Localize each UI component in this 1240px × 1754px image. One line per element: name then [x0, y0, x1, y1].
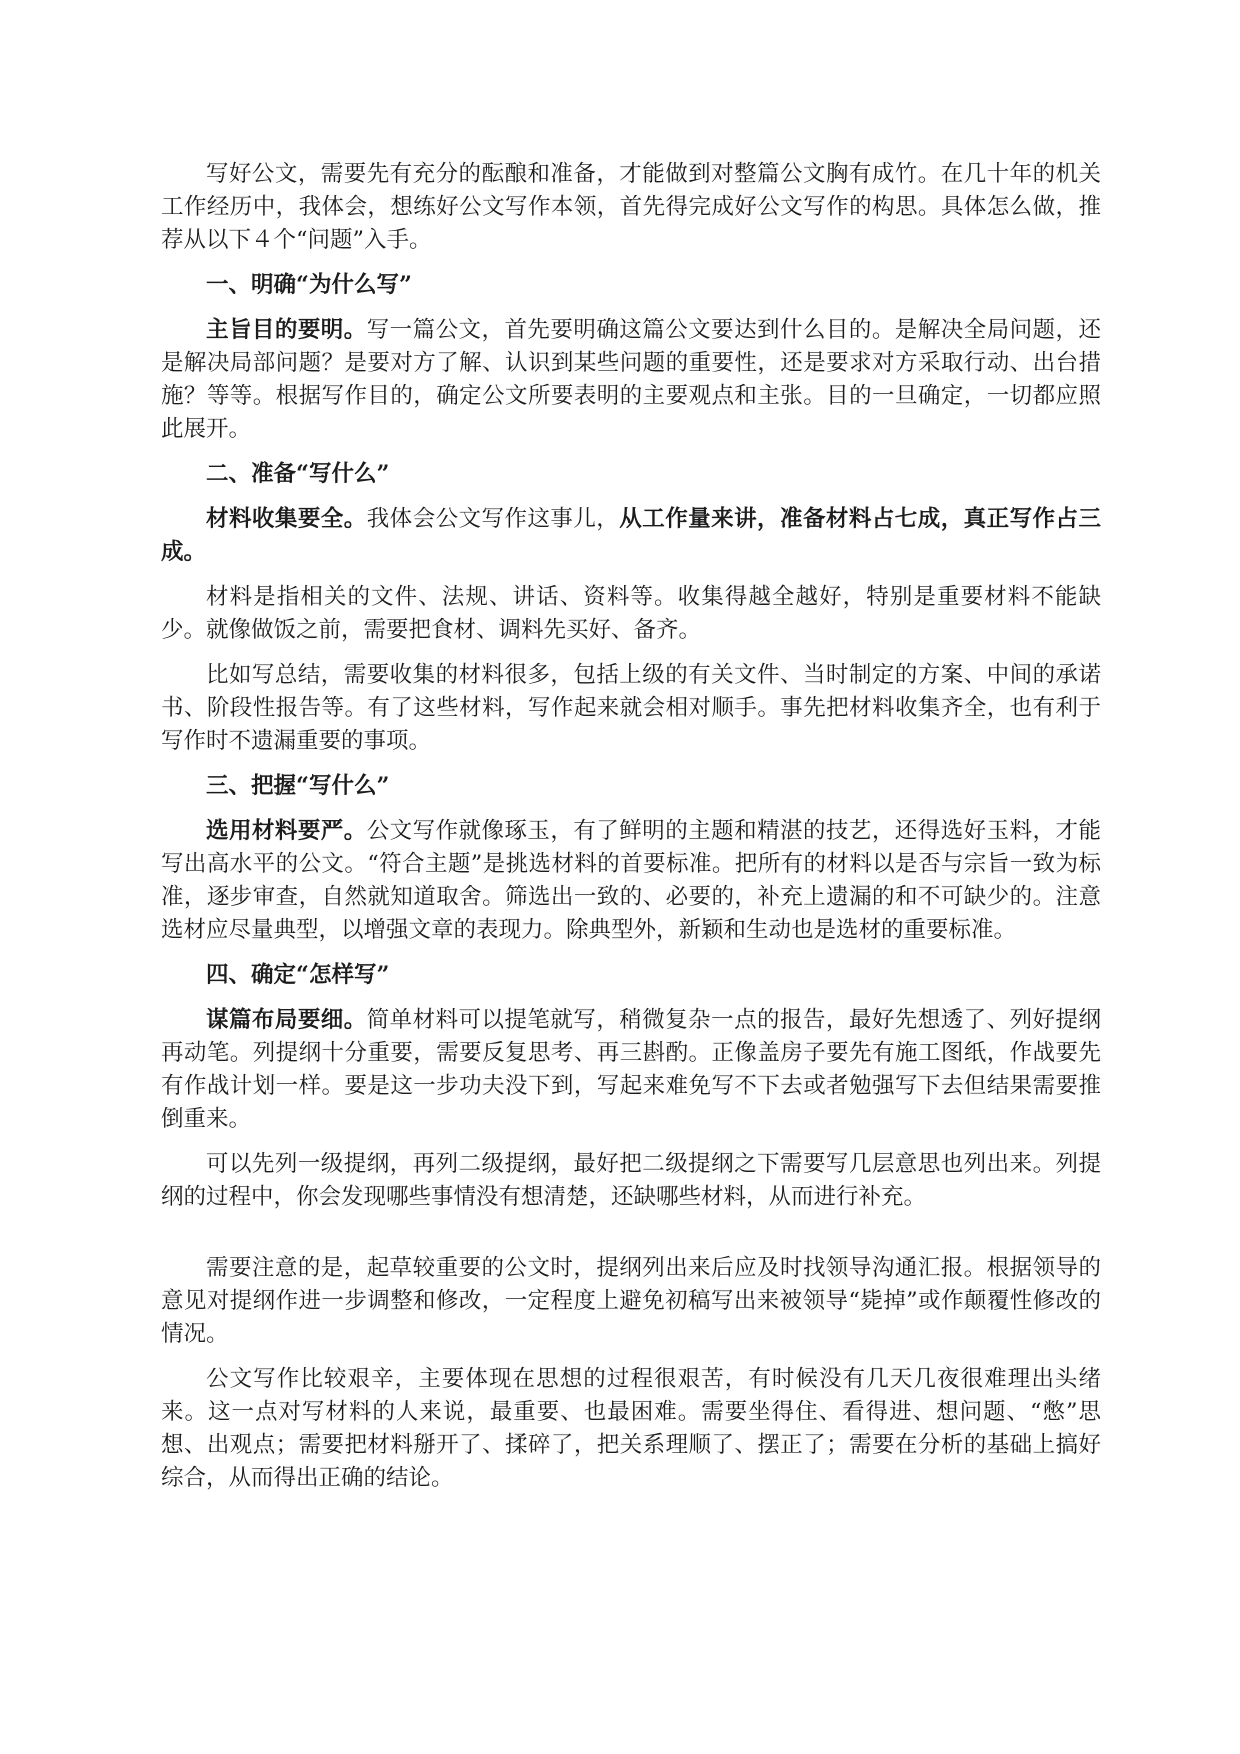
document-body [161, 158, 1101, 1507]
leader-report-paragraph: 需要注意的是，起草较重要的公文时，提纲列出来后应及时找领导沟通汇报。根据领导的意见对提纲作进一步调整和修改，一定程度上避免初稿写出来被领导“毙掉”或作颠覆性修改的情况。 [161, 1255, 1101, 1347]
section-heading-1: 一、明确“为什么写” [206, 272, 412, 298]
section-4-text: 简单材料可以提笔就写，稍微复杂一点的报告，最好先想透了、列好提纲再动笔。列提纲十分重要，需要反复思考、再三斟酌。正像盖房子要先有施工图纸，作战要先有作战计划一样。要是这一步功夫没下到，写起来难免写不下去或者勉强写下去但结果需要推倒重来。 [161, 1007, 1101, 1132]
section-3-paragraph [161, 815, 1101, 947]
intro-paragraph: 写好公文，需要先有充分的酝酿和准备，才能做到对整篇公文胸有成竹。在几十年的机关工作经历中，我体会，想练好公文写作本领，首先得完成好公文写作的构思。具体怎么做，推荐从以下４个“问题”入手。 [161, 161, 1101, 253]
section-1-paragraph [161, 314, 1101, 446]
section-2-text: 我体会公文写作这事儿， [366, 506, 620, 532]
section-1-text: 写一篇公文，首先要明确这篇公文要达到什么目的。是解决全局问题，还是解决局部问题？是要对方了解、认识到某些问题的重要性，还是要求对方采取行动、出台措施？等等。根据写作目的，确定公文所要表明的主要观点和主张。目的一旦确定，一切都应照此展开。 [161, 317, 1101, 442]
outline-levels-paragraph: 可以先列一级提纲，再列二级提纲，最好把二级提纲之下需要写几层意思也列出来。列提纲的过程中，你会发现哪些事情没有想清楚，还缺哪些材料，从而进行补充。 [161, 1151, 1101, 1210]
section-3-lead: 选用材料要严。 [206, 818, 367, 844]
section-heading-3: 三、把握“写什么” [206, 773, 390, 799]
section-heading-4: 四、确定“怎样写” [206, 962, 390, 988]
section-2-emphasis: 从工作量来讲，准备材料占七成，真正写作占三成。 [161, 506, 1101, 565]
summary-example-paragraph: 比如写总结，需要收集的材料很多，包括上级的有关文件、当时制定的方案、中间的承诺书、阶段性报告等。有了这些材料，写作起来就会相对顺手。事先把材料收集齐全，也有利于写作时不遗漏重要的事项。 [161, 662, 1101, 754]
section-2-lead: 材料收集要全。 [206, 506, 367, 532]
section-2-paragraph [161, 503, 1101, 569]
paragraph-gap [161, 1226, 1101, 1252]
section-4-lead: 谋篇布局要细。 [206, 1007, 367, 1033]
section-1-lead: 主旨目的要明。 [206, 317, 367, 343]
materials-definition-paragraph: 材料是指相关的文件、法规、讲话、资料等。收集得越全越好，特别是重要材料不能缺少。就像做饭之前，需要把食材、调料先买好、备齐。 [161, 584, 1101, 643]
closing-paragraph: 公文写作比较艰辛，主要体现在思想的过程很艰苦，有时候没有几天几夜很难理出头绪来。这一点对写材料的人来说，最重要、也最困难。需要坐得住、看得进、想问题、“憋”思想、出观点；需要把材料掰开了、揉碎了，把关系理顺了、摆正了；需要在分析的基础上搞好综合，从而得出正确的结论。 [161, 1366, 1101, 1491]
section-3-text: 公文写作就像琢玉，有了鲜明的主题和精湛的技艺，还得选好玉料，才能写出高水平的公文。“符合主题”是挑选材料的首要标准。把所有的材料以是否与宗旨一致为标准，逐步审查，自然就知道取舍。筛选出一致的、必要的，补充上遗漏的和不可缺少的。注意选材应尽量典型，以增强文章的表现力。除典型外，新颖和生动也是选材的重要标准。 [161, 818, 1101, 943]
section-heading-2: 二、准备“写什么” [206, 461, 390, 487]
section-4-paragraph [161, 1004, 1101, 1136]
